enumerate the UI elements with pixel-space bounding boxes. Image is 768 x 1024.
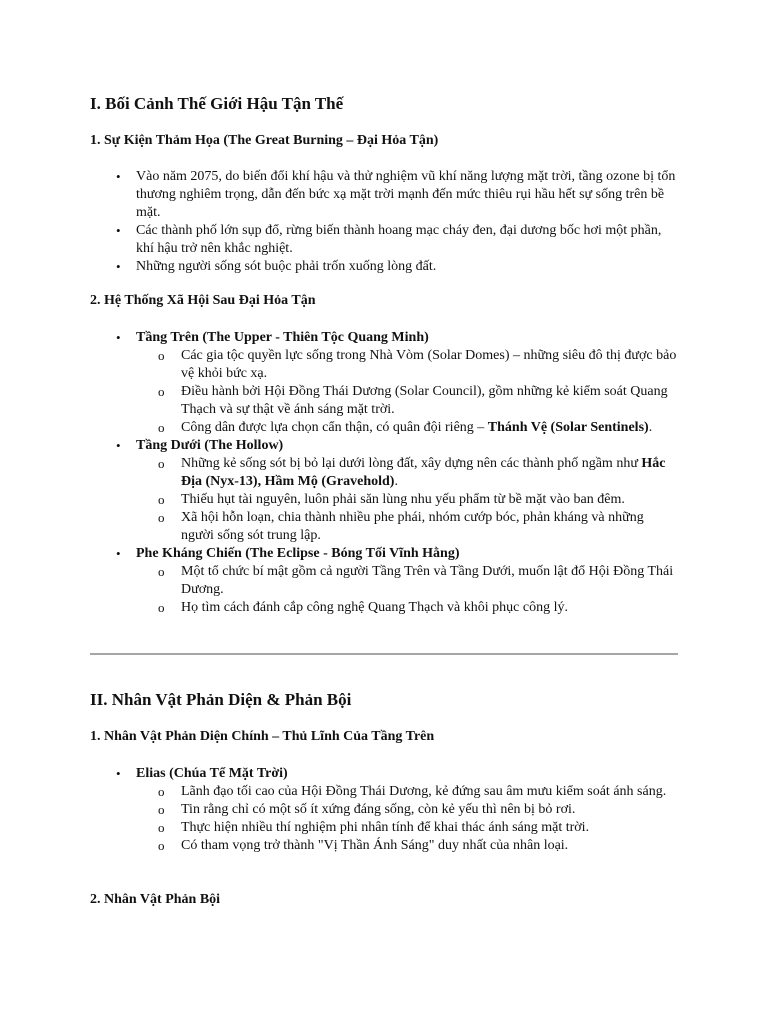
- sublist-item: o Xã hội hỗn loạn, chia thành nhiều phe phái, nhóm cướp bóc, phản kháng và những người sống sót trung lập.: [158, 510, 644, 543]
- bullet-icon: •: [116, 766, 121, 781]
- section-2-heading: II. Nhân Vật Phản Diện & Phản Bội: [90, 690, 352, 709]
- sublist-item: o Họ tìm cách đánh cắp công nghệ Quang Thạch và khôi phục công lý.: [158, 600, 568, 615]
- sublist-item: o Tin rằng chỉ có một số ít xứng đáng sống, còn kẻ yếu thì nên bị bỏ rơi.: [158, 802, 576, 817]
- subsection-1-2-heading: 2. Hệ Thống Xã Hội Sau Đại Hỏa Tận: [90, 293, 316, 308]
- bullet-icon: •: [116, 169, 121, 184]
- bullet-icon: •: [116, 330, 121, 345]
- list-item: [90, 437, 680, 545]
- sublist: [136, 563, 680, 617]
- sublist: [136, 455, 680, 545]
- circle-bullet-icon: o: [158, 564, 165, 579]
- group-label: Tầng Trên (The Upper - Thiên Tộc Quang Minh): [136, 330, 429, 345]
- catastrophe-list: [90, 168, 680, 276]
- horizontal-rule: [90, 653, 678, 655]
- circle-bullet-icon: o: [158, 802, 165, 817]
- circle-bullet-icon: o: [158, 348, 165, 363]
- subsection-2-1-heading: 1. Nhân Vật Phản Diện Chính – Thủ Lĩnh Của Tầng Trên: [90, 729, 435, 744]
- circle-bullet-icon: o: [158, 420, 165, 435]
- sublist: [136, 783, 680, 855]
- sublist-item: o Thực hiện nhiều thí nghiệm phi nhân tính để khai thác ánh sáng mặt trời.: [158, 820, 590, 835]
- subsection-2-2-heading: 2. Nhân Vật Phản Bội: [90, 892, 221, 907]
- bullet-icon: •: [116, 546, 121, 561]
- circle-bullet-icon: o: [158, 456, 165, 471]
- subsection-1-1-heading: 1. Sự Kiện Thảm Họa (The Great Burning – Đại Hỏa Tận): [90, 133, 439, 148]
- list-item: • Những người sống sót buộc phải trốn xuống lòng đất.: [116, 259, 437, 274]
- circle-bullet-icon: o: [158, 784, 165, 799]
- group-label: Elias (Chúa Tể Mặt Trời): [136, 766, 288, 781]
- group-label: Phe Kháng Chiến (The Eclipse - Bóng Tối Vĩnh Hằng): [136, 546, 460, 561]
- list-item: [90, 329, 680, 437]
- group-label: Tầng Dưới (The Hollow): [136, 438, 284, 453]
- sublist-item: o Những kẻ sống sót bị bỏ lại dưới lòng đất, xây dựng nên các thành phố ngầm như Hắc Địa (Nyx-13), Hầm Mộ (Gravehold).: [158, 456, 666, 489]
- villain-list: [90, 765, 680, 855]
- list-item: [90, 765, 680, 855]
- circle-bullet-icon: o: [158, 820, 165, 835]
- circle-bullet-icon: o: [158, 492, 165, 507]
- bullet-icon: •: [116, 223, 121, 238]
- list-item: [90, 545, 680, 617]
- circle-bullet-icon: o: [158, 510, 165, 525]
- circle-bullet-icon: o: [158, 838, 165, 853]
- list-item: • Các thành phố lớn sụp đổ, rừng biến thành hoang mạc cháy đen, đại dương bốc hơi một phần, khí hậu trở nên khắc nghiệt.: [116, 223, 662, 256]
- sublist-item: o Các gia tộc quyền lực sống trong Nhà Vòm (Solar Domes) – những siêu đô thị được bảo vệ khỏi bức xạ.: [158, 348, 677, 381]
- sublist-item: o Có tham vọng trở thành "Vị Thần Ánh Sáng" duy nhất của nhân loại.: [158, 838, 569, 853]
- section-1-heading: I. Bối Cảnh Thế Giới Hậu Tận Thế: [90, 94, 344, 113]
- society-list: [90, 329, 680, 617]
- circle-bullet-icon: o: [158, 600, 165, 615]
- circle-bullet-icon: o: [158, 384, 165, 399]
- bullet-icon: •: [116, 438, 121, 453]
- sublist-item: o Một tổ chức bí mật gồm cả người Tầng Trên và Tầng Dưới, muốn lật đổ Hội Đồng Thái Dương.: [158, 564, 674, 597]
- sublist: [136, 347, 680, 437]
- sublist-item: o Thiếu hụt tài nguyên, luôn phải săn lùng nhu yếu phẩm từ bề mặt vào ban đêm.: [158, 492, 625, 507]
- list-item: • Vào năm 2075, do biến đổi khí hậu và thử nghiệm vũ khí năng lượng mặt trời, tầng ozone bị tổn thương nghiêm trọng, dẫn đến bức xạ mặt trời mạnh đến mức thiêu rụi hầu hết sự sống trên bề mặt.: [116, 169, 676, 220]
- sublist-item: o Công dân được lựa chọn cẩn thận, có quân đội riêng – Thánh Vệ (Solar Sentinels).: [158, 420, 653, 435]
- bullet-icon: •: [116, 259, 121, 274]
- sublist-item: o Điều hành bởi Hội Đồng Thái Dương (Solar Council), gồm những kẻ kiểm soát Quang Thạch và sự thật về ánh sáng mặt trời.: [158, 384, 668, 417]
- sublist-item: o Lãnh đạo tối cao của Hội Đồng Thái Dương, kẻ đứng sau âm mưu kiểm soát ánh sáng.: [158, 784, 667, 799]
